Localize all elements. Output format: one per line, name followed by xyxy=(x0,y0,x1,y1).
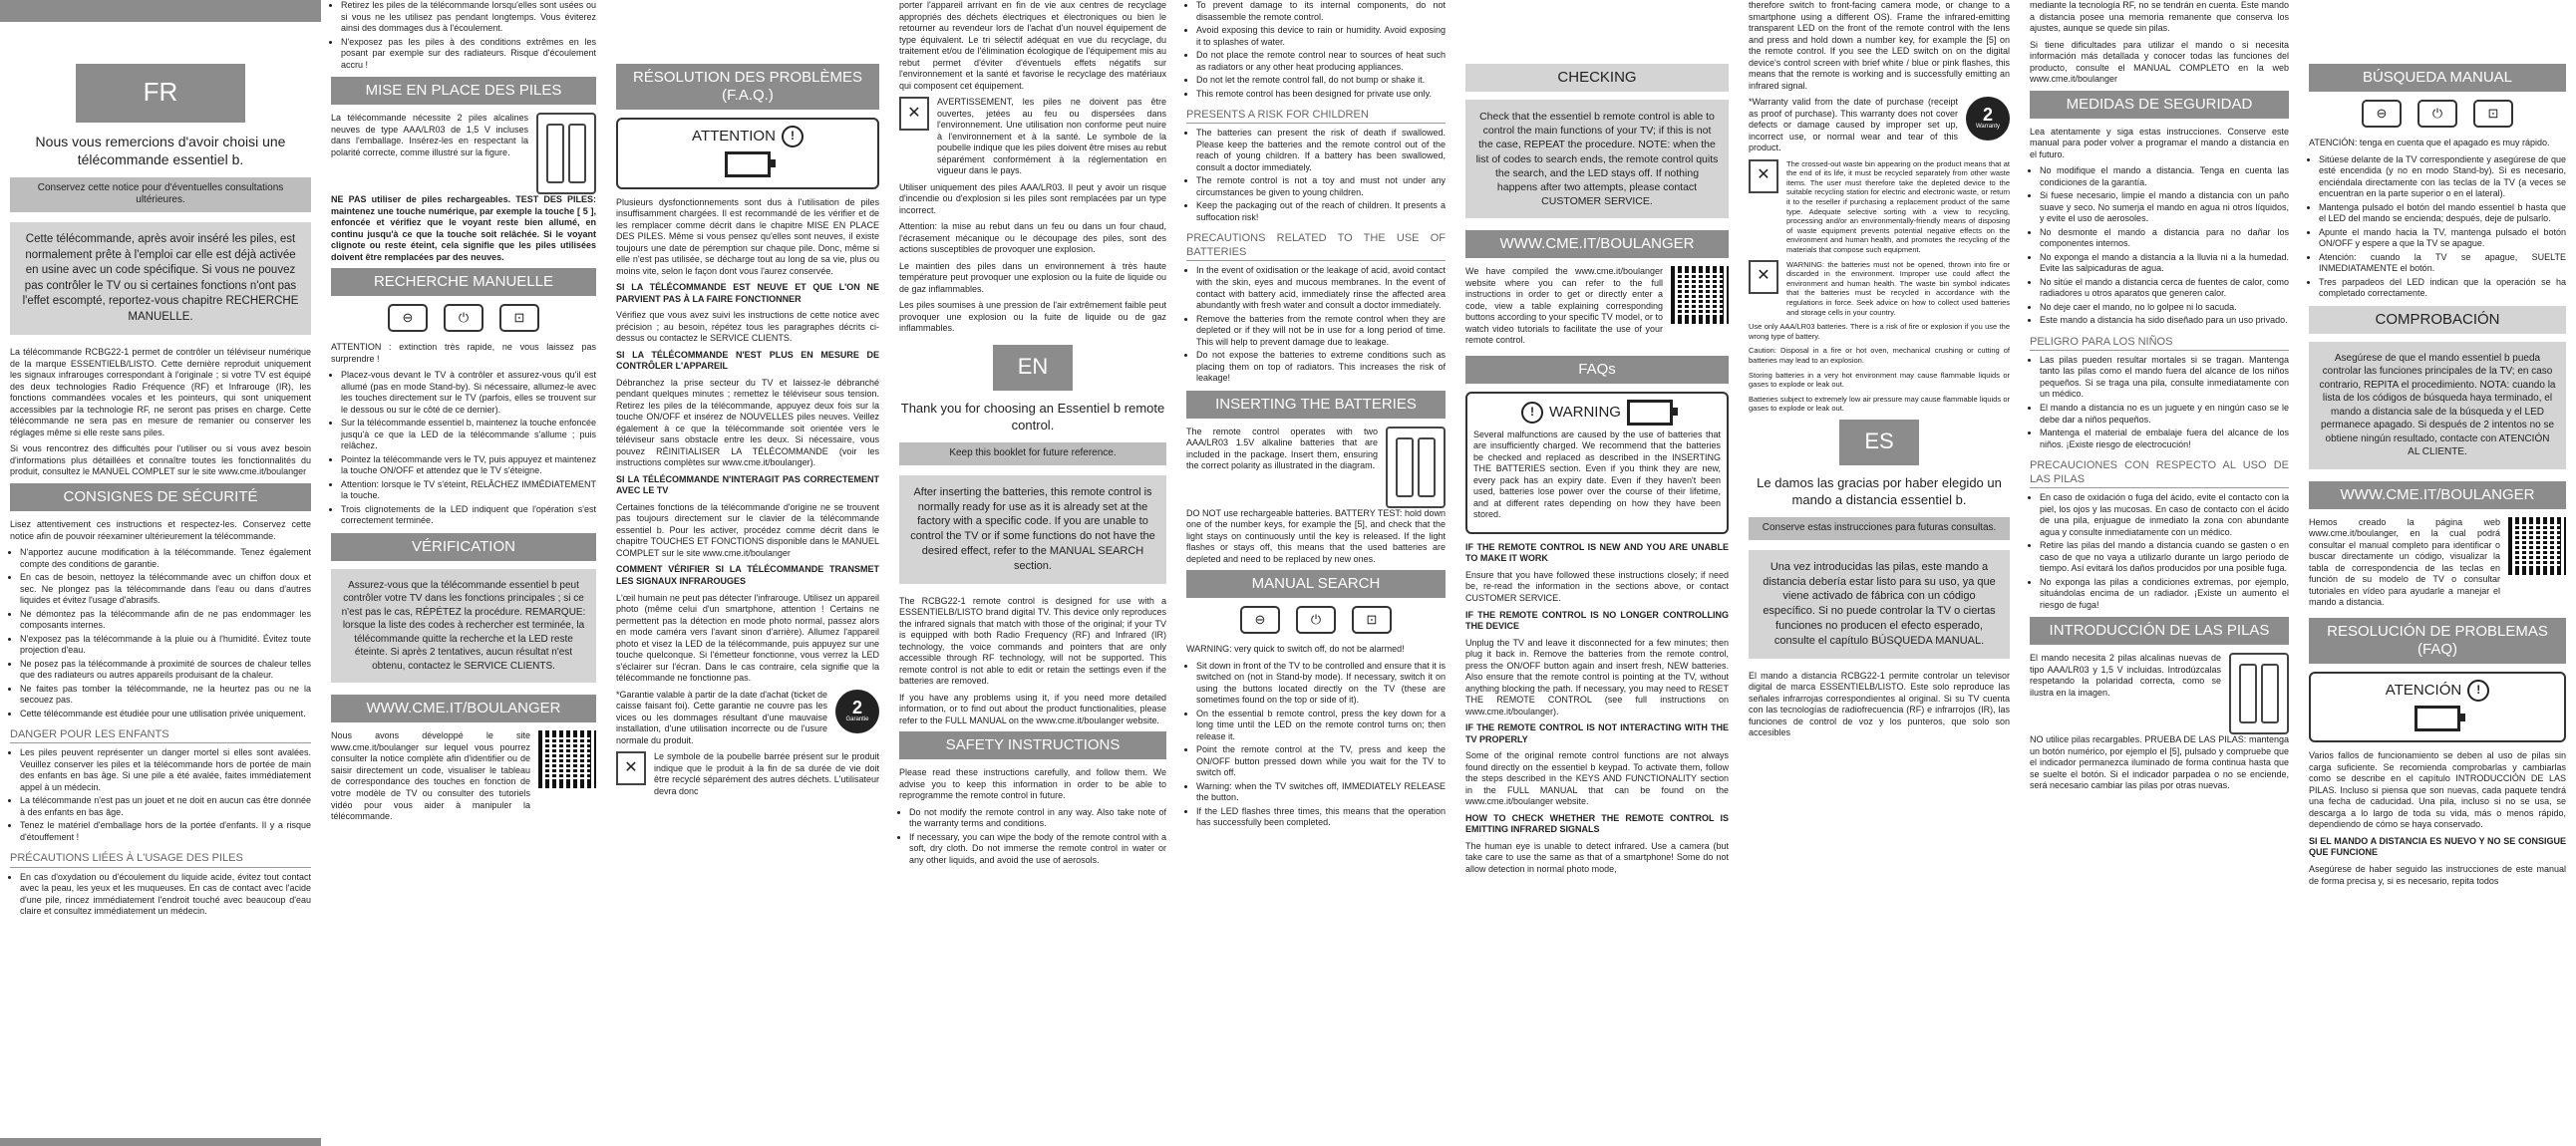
list-item: • No deje caer el mando, no lo golpee ni lo sacuda. xyxy=(2040,302,2289,314)
es-keep-note: Conserve estas instrucciones para futuras consultas. xyxy=(1749,517,2010,540)
en-web-heading: WWW.CME.IT/BOULANGER xyxy=(1465,230,1729,258)
warranty-badge: 2 Garantie xyxy=(835,690,879,733)
list-item: • Sitúese delante de la TV correspondiente y asegúrese de que esté encendida (y no en modo Stand-by). Si es necesario, enciéndala directamente con las teclas de la TV (a veces se encuentran en la parte superior o en el lateral). xyxy=(2319,154,2566,200)
exclamation-icon: ! xyxy=(782,126,804,147)
fr-paragraph: Les piles soumises à une pression de l'air extrêmement faible peut provoquer une explosion ou la fuite de liquide ou de gaz inflammables. xyxy=(899,300,1166,334)
list-item: • Avoid exposing this device to rain or humidity. Avoid exposing it to splashes of water. xyxy=(1196,25,1446,48)
list-item: • Las pilas pueden resultar mortales si se tragan. Mantenga tanto las pilas como el mando fuera del alcance de los niños pequeños. Si se traga una pila, consulte inmediatamente con un médico. xyxy=(2040,355,2289,401)
es-web-text: Hemos creado la página web www.cme.it/boulanger, en la cual podrá consultar el manual completo para identificar o buscar directamente un código, visualizar la tabla de correspondencia de las teclas en función de su modelo de TV o consultar tutoriales en vídeo para ayudarle a manejar el mando a distancia. xyxy=(2309,516,2500,608)
source-key-icon: ⊖ xyxy=(2362,100,2402,128)
battery-compartment-icon xyxy=(536,113,596,194)
list-item: • To prevent damage to its internal components, do not disassemble the remote control. xyxy=(1196,0,1446,23)
list-item: • Remove the batteries from the remote control when they are depleted or if they will not be in use for a long period of time. This will help to prevent damage due to leakage. xyxy=(1196,314,1446,349)
power-key-icon: ⏻ xyxy=(2417,100,2457,128)
en-insert-text: The remote control operates with two AAA/LR03 1.5V alkaline batteries that are included in the package. Insert them, ensuring the correct polarity as illustrated in the diagram. xyxy=(1186,426,1378,471)
fr-faq-q4: COMMENT VÉRIFIER SI LA TÉLÉCOMMANDE TRANSMET LES SIGNAUX INFRAROUGES xyxy=(616,564,879,586)
qr-code xyxy=(1671,266,1729,324)
es-battery-heading: PRECAUCIONES CON RESPECTO AL USO DE LAS PILAS xyxy=(2030,458,2289,488)
en-faq-a4: The human eye is unable to detect infrared. Use a camera (but take care to use the same as that of a smartphone! Some do not allow detection in normal photo mode, xyxy=(1465,840,1729,874)
crossed-bin-icon: ✕ xyxy=(1749,260,1778,294)
zoom-key-icon: ⊡ xyxy=(1352,606,1392,634)
fr-faq-q1: SI LA TÉLÉCOMMANDE EST NEUVE ET QUE L'ON NE PARVIENT PAS À LA FAIRE FONCTIONNER xyxy=(616,282,879,304)
en-paragraph: The RCBG22-1 remote control is designed for use with a ESSENTIELB/LISTO brand digital TV. This device only reproduces the infrared signals that match with those of the original; if your TV is equipped with both Radio Frequency (RF) and Infrared (IR) technology, the voice commands and pointers that are only accessible through RF technology, will not be supported. This remote control is not able to edit or retain the settings even if the batteries are removed. xyxy=(899,595,1166,687)
column-fr-en xyxy=(889,0,1176,1146)
list-item: • Do not modify the remote control in any way. Also take note of the warranty terms and conditions. xyxy=(909,807,1166,830)
warranty-badge: 2 Warranty xyxy=(1966,97,2010,141)
en-faq-a3: Some of the original remote control functions are not always found directly on the essentiel b keypad. To activate them, follow the steps described in the KEYS AND FUNCTIONALITY section in the FULL MANUAL that can be found on the www.cme.it/boulanger website. xyxy=(1465,750,1729,807)
en-warning-text: Several malfunctions are caused by the use of batteries that are insufficiently charged. We recommend that the batteries be checked and replaced as described in the INSERTING THE BATTERIES section. Even if you think they are new, every pack has an expiry date. Even if they haven't been used, batteries lose power over the course of their lifetime, and at different rates depending on how they have been stored. xyxy=(1473,429,1721,520)
en-warning-box xyxy=(1465,392,1729,534)
en-faq-q1: IF THE REMOTE CONTROL IS NEW AND YOU ARE UNABLE TO MAKE IT WORK xyxy=(1465,541,1729,564)
fr-paragraph: Si vous rencontrez des difficultés pour l'utiliser ou si vous avez besoin d'informations plus détaillées et connaître toutes les fonctionnalités du produit, consultez le MANUEL COMPLET sur le site www.cme.it/boulanger xyxy=(10,443,311,477)
en-safety-intro: Please read these instructions carefully, and follow them. We advise you to keep this information in order to be able to reprogramme the remote control in future. xyxy=(899,767,1166,801)
es-paragraph: El mando a distancia RCBG22-1 permite controlar un televisor digital de marca ESSENTIELB/LISTO. Este solo reproduce las señales infrarrojas correspondientes al original. Si su TV cuenta con las tecnologías de radiofrecuencia (RF) e infrarrojos (IR), las funciones de control de voz y los punteros, que solo son accesibles xyxy=(1749,670,2010,738)
en-faq-q2: IF THE REMOTE CONTROL IS NO LONGER CONTROLLING THE DEVICE xyxy=(1465,609,1729,632)
list-item: • Les piles peuvent représenter un danger mortel si elles sont avalées. Veuillez conserver les piles et la télécommande hors de portée de main des enfants en bas âge. Si une pile a été avalée, faites immédiatement appel à un médecin. xyxy=(20,747,311,793)
fr-warranty-block xyxy=(616,690,879,752)
es-paragraph: mediante la tecnología RF, no se tendrán en cuenta. Este mando a distancia posee una memoria remanente que conserva los ajustes, aunque se quede sin pilas. xyxy=(2030,0,2289,34)
es-children-heading: PELIGRO PARA LOS NIÑOS xyxy=(2030,335,2289,351)
en-insert-warning: DO NOT use rechargeable batteries. BATTERY TEST: hold down one of the number keys, for example the [5], and check that the light stays on continuously until the key is released. If the light flashes or stays off, this means that the used batteries are depleted and need to be replaced by new ones. xyxy=(1186,507,1446,564)
list-item: • En cas d'oxydation ou d'écoulement du liquide acide, évitez tout contact avec la peau, les yeux et les muqueuses. En cas de contact avec l'acide d'une pile, rincez immédiatement l'endroit touché avec beaucoup d'eau claire et consultez immédiatement un médecin. xyxy=(20,872,311,918)
list-item: • Mantenga el material de embalaje fuera del alcance de los niños. ¡Existe riesgo de electrocución! xyxy=(2040,428,2289,450)
list-item: • Retirez les piles de la télécommande lorsqu'elles sont usées ou si vous ne les utilisez pas pendant longtemps. Vous éviterez ainsi des dommages dus à l'écoulement. xyxy=(341,0,596,35)
en-intro: Thank you for choosing an Essentiel b remote control. xyxy=(900,401,1165,432)
list-item: • N'exposez pas la télécommande à la pluie ou à l'humidité. Évitez toute projection d'eau. xyxy=(20,634,311,657)
fr-keep-note: Conservez cette notice pour d'éventuelles consultations ultérieures. xyxy=(10,177,311,213)
source-key-icon: ⊖ xyxy=(1240,606,1280,634)
list-item: • Tenez le matériel d'emballage hors de la portée d'enfants. Il y a risque d'étouffement ! xyxy=(20,820,311,843)
fr-paragraph: porter l'appareil arrivant en fin de vie aux centres de recyclage appropriés des déchets électriques et électroniques ou bien le retourner au revendeur lors de l'achat d'un nouvel équipement de type équivalent. Le tri sélectif adéquat en vue du recyclage, du traitement et/ou de l'élimination écologique de l'équipement mis au rebut permet d'éviter d'éventuels effets négatifs sur l'environnement et la santé et favorise le recyclage des matériaux qui composent cet équipement. xyxy=(899,0,1166,91)
column-es-2 xyxy=(2020,0,2299,1146)
attention-label: ATTENTION xyxy=(692,128,776,145)
es-manual-list xyxy=(2309,154,2566,300)
list-item: • Ne posez pas la télécommande à proximité de sources de chaleur telles que des radiateurs ou autres appareils produisant de la chaleur. xyxy=(20,659,311,682)
es-faq-a1: Asegúrese de haber seguido las instrucciones de este manual de forma precisa y, si es necesario, repita todos xyxy=(2309,863,2566,886)
en-children-list xyxy=(1186,128,1446,223)
list-item: • Apunte el mando hacia la TV, mantenga pulsado el botón ON/OFF y espere a que la TV se apague. xyxy=(2319,227,2566,250)
list-item: • Do not expose the batteries to extreme conditions such as placing them on top of radiators. This increases the risk of leakage! xyxy=(1196,350,1446,385)
fr-info-box: Cette télécommande, après avoir inséré les piles, est normalement prête à l'emploi car elle est déjà activée en usine avec un code spécifique. Si vous ne pouvez pas contrôler le TV ou si certaines fonctions n'ont pas l'effet escompté, reportez-vous chapitre RECHERCHE MANUELLE. xyxy=(10,222,311,335)
list-item: • En cas de besoin, nettoyez la télécommande avec un chiffon doux et sec. Ne plongez pas la télécommande dans l'eau ou dans d'autres liquides et évitez l'usage d'abrasifs. xyxy=(20,572,311,607)
en-paragraph: Batteries subject to extremely low air pressure may cause flammable liquids or gases to explode or leak out. xyxy=(1749,394,2010,414)
list-item: • Este mando a distancia ha sido diseñado para un uso privado. xyxy=(2040,315,2289,327)
attention-label: ATENCIÓN xyxy=(2385,682,2462,700)
es-battery-list xyxy=(2030,492,2289,611)
en-battery-recycle-text: WARNING: the batteries must not be opened, thrown into fire or discarded in the environment. Improper use could affect the environment and human health. The waste bin symbol indicates that the batteries must be recycled in accordance with the regulations in force. Seek advice on how to collect used batteries and storage cells in your country. xyxy=(1786,259,2010,317)
list-item: • Placez-vous devant le TV à contrôler et assurez-vous qu'il est allumé (pas en mode Stand-by). Si nécessaire, allumez-le avec les touches directement sur le TV (parfois, elles se trouvent sur le dessous ou sur le côté de ce dernier). xyxy=(341,370,596,416)
fr-faq-q3: SI LA TÉLÉCOMMANDE N'INTERAGIT PAS CORRECTEMENT AVEC LE TV xyxy=(616,473,879,496)
es-check-heading: COMPROBACIÓN xyxy=(2309,306,2566,334)
list-item: • The batteries can present the risk of death if swallowed. Please keep the batteries and the remote control out of the reach of young children. If a battery has been swallowed, consult a doctor immediately. xyxy=(1196,128,1446,173)
column-fr-1 xyxy=(0,0,321,1146)
list-item: • Trois clignotements de la LED indiquent que l'opération s'est correctement terminée. xyxy=(341,504,596,527)
fr-children-list xyxy=(10,747,311,843)
qr-code xyxy=(538,730,596,788)
fr-battery-list xyxy=(10,872,311,918)
fr-paragraph: Utiliser uniquement des piles AAA/LR03. Il peut y avoir un risque d'incendie ou d'explosion si les piles sont remplacées par un type incorrect. xyxy=(899,181,1166,215)
fr-children-heading: DANGER POUR LES ENFANTS xyxy=(10,727,311,743)
es-insert-warning: NO utilice pilas recargables. PRUEBA DE LAS PILAS: mantenga un botón numérico, por ejemplo el [5], pulsado y compruebe que el indicador permanezca iluminado de forma continua hasta que se suelte el botón. Si el indicador parpadea o no se enciende, será necesario cambiar las pilas por otras nuevas. xyxy=(2030,734,2289,791)
fr-paragraph: Le maintien des piles dans un environnement à très haute température peut provoquer une explosion ou la fuite de liquide ou de gaz inflammables. xyxy=(899,260,1166,294)
list-item: • Cette télécommande est étudiée pour une utilisation privée uniquement. xyxy=(20,709,311,720)
fr-insert-heading: MISE EN PLACE DES PILES xyxy=(331,77,596,105)
fr-web-text: Nous avons développé le site www.cme.it/boulanger sur lequel vous pourrez consulter la notice complète afin d'identifier ou de saisir directement un code, visualiser le tableau de correspondance des touches en fonction de votre modèle de TV ou consulter des tutoriels vidéo pour vous aider à manipuler la télécommande. xyxy=(331,730,530,822)
fr-web-heading: WWW.CME.IT/BOULANGER xyxy=(331,695,596,722)
en-manual-note: WARNING: very quick to switch off, do not be alarmed! xyxy=(1186,644,1405,655)
en-safety-heading: SAFETY INSTRUCTIONS xyxy=(899,731,1166,759)
es-faq-heading: RESOLUCIÓN DE PROBLEMAS (FAQ) xyxy=(2309,618,2566,664)
bottom-band xyxy=(0,1138,321,1146)
en-recycle-text: The crossed-out waste bin appearing on the product means that at the end of its life, it must be recycled separately from other waste items. The user must therefore take the depleted device to the suitable recycling station for electric and electronic waste, or return it to the reseller if purchasing a replacement product of the same type. Adequate selective sorting with a view to recycling, processing and/or an environmentally-friendly means of disposing of waste equipment prevents potential negative effects on the environment and human health, and promotes the recycling of the materials that compose such equipment. xyxy=(1786,158,2010,255)
battery-low-icon xyxy=(2415,706,2460,731)
list-item: • No sitúe el mando a distancia cerca de fuentes de calor, como radiadores u otros aparatos que generen calor. xyxy=(2040,277,2289,300)
list-item: • Ne démontez pas la télécommande afin de ne pas endommager les composants internes. xyxy=(20,609,311,632)
fr-intro: Nous vous remercions d'avoir choisi une télécommande essentiel b. xyxy=(35,134,286,168)
list-item: • Pointez la télécommande vers le TV, puis appuyez et maintenez la touche ON/OFF et attendez que le TV s'éteigne. xyxy=(341,454,596,477)
crossed-bin-icon: ✕ xyxy=(899,97,929,131)
list-item: • If the LED flashes three times, this means that the operation has successfully been completed. xyxy=(1196,806,1446,829)
column-en-es xyxy=(1739,0,2020,1146)
crossed-bin-icon: ✕ xyxy=(616,751,646,785)
es-attention-box xyxy=(2309,672,2566,743)
column-en-3 xyxy=(1455,0,1739,1146)
fr-manual-list xyxy=(331,370,596,527)
list-item: • This remote control has been designed for private use only. xyxy=(1196,89,1446,101)
list-item: • Do not let the remote control fall, do not bump or shake it. xyxy=(1196,75,1446,87)
list-item: • Attention: lorsque le TV s'éteint, RELÂCHEZ IMMÉDIATEMENT la touche. xyxy=(341,479,596,502)
list-item: • No modifique el mando a distancia. Tenga en cuenta las condiciones de la garantía. xyxy=(2040,165,2289,188)
list-item: • No desmonte el mando a distancia para no dañar los componentes internos. xyxy=(2040,227,2289,250)
en-paragraph: Use only AAA/LR03 batteries. There is a risk of fire or explosion if you use the wrong type of battery. xyxy=(1749,322,2010,341)
en-faq-q4: HOW TO CHECK WHETHER THE REMOTE CONTROL IS EMITTING INFRARED SIGNALS xyxy=(1465,812,1729,835)
fr-faq-a4: L'œil humain ne peut pas détecter l'infrarouge. Utilisez un appareil photo (même celui d'un smartphone, attention ! Certains ne permettent pas la détection en mode photo normal, passez alors en mode caméra vers l'avant sinon d'arrière). Allumez l'appareil photo et visez la LED de la télécommande, puis appuyez sur une touche quelconque. Si l'émetteur fonctionne, vous verrez la LED s'éclairer sur l'écran. Dans le cas contraire, cela signifie que la télécommande ne fonctionne pas. xyxy=(616,592,879,684)
fr-faq-a2: Débranchez la prise secteur du TV et laissez-le débranché pendant quelques minutes ; remettez le téléviseur sous tension. Retirez les piles de la télécommande, appuyez deux fois sur la touche ON/OFF et insérez de NOUVELLES piles neuves. Veillez également à ce que la télécommande soit orientée vers le téléviseur sans obstacle entre les deux. Si nécessaire, vous pouvez RÉINITIALISER LA TÉLÉCOMMANDE (voir les instructions complètes sur www.cme.it/boulanger). xyxy=(616,377,879,468)
fr-check-heading: VÉRIFICATION xyxy=(331,533,596,561)
es-intro: Le damos las gracias por haber elegido un mando a distancia essentiel b. xyxy=(1757,475,2002,507)
fr-faq-a3: Certaines fonctions de la télécommande d'origine ne se trouvent pas toujours directement sur le clavier de la télécommande essentiel b. Pour les activer, procédez comme décrit dans le chapitre TOUCHES ET FONCTIONS disponible dans le MANUEL COMPLET sur le site www.cme.it/boulanger xyxy=(616,501,879,558)
language-badge-fr: FR xyxy=(76,64,245,123)
en-check-box: Check that the essentiel b remote control is able to control the main functions of your TV; if this is not the case, REPEAT the procedure. NOTE: when the list of codes to search ends, the remote control quits the search, and the LED stays off. If nothing happens after two attempts, please contact CUSTOMER SERVICE. xyxy=(1465,100,1729,218)
language-badge-en: EN xyxy=(993,345,1073,391)
fr-insert-text: La télécommande nécessite 2 piles alcalines neuves de type AAA/LR03 de 1,5 V incluses dans l'emballage. Insérez-les en respectant la polarité correcte, comme illustré sur la figure. xyxy=(331,113,528,157)
es-insert-text: El mando necesita 2 pilas alcalinas nuevas de tipo AAA/LR03 y 1,5 V incluidas. Introdúzcalas respetando la polaridad correcta, como se ilustra en la imagen. xyxy=(2030,653,2221,698)
column-fr-3 xyxy=(606,0,889,1146)
en-paragraph: Caution: Disposal in a fire or hot oven, mechanical crushing or cutting of batteries may lead to an explosion. xyxy=(1749,346,2010,365)
es-manual-note: ATENCIÓN: tenga en cuenta que el apagado es muy rápido. xyxy=(2309,138,2550,147)
es-insert-heading: INTRODUCCIÓN DE LAS PILAS xyxy=(2030,617,2289,645)
fr-attention-box xyxy=(616,118,879,189)
en-check-heading: CHECKING xyxy=(1465,64,1729,92)
list-item: • Mantenga pulsado el botón del mando essentiel b hasta que el LED del mando se encienda; después, deje de pulsarlo. xyxy=(2319,202,2566,225)
en-faq-q3: IF THE REMOTE CONTROL IS NOT INTERACTING WITH THE TV PROPERLY xyxy=(1465,722,1729,744)
fr-paragraph: Attention: la mise au rebut dans un feu ou dans un four chaud, l'écrasement mécanique ou le découpage des piles, sont des actions susceptibles de provoquer une explosion. xyxy=(899,221,1166,255)
list-item: • N'apportez aucune modification à la télécommande. Tenez également compte des conditions de garantie. xyxy=(20,547,311,570)
battery-compartment-icon xyxy=(2229,653,2289,734)
en-battery-heading: PRECAUTIONS RELATED TO THE USE OF BATTERIES xyxy=(1186,231,1446,261)
exclamation-icon: ! xyxy=(2467,680,2489,702)
column-en-2 xyxy=(1176,0,1455,1146)
fr-web-block xyxy=(331,730,596,827)
es-attention-text: Varios fallos de funcionamiento se deben al uso de pilas sin carga suficiente. Se recomienda comprobarlas y cambiarlas como se describe en el capítulo INTRODUCCIÓN DE LAS PILAS. Incluso si piensa que son nuevas, cada paquete tendrá una fecha de caducidad. Una pila, incluso si no se usa, se descarga a lo largo de toda su vida, más o menos rápido, dependiendo de cómo se haya conservado. xyxy=(2309,750,2566,830)
fr-insert-warning: NE PAS utiliser de piles rechargeables. TEST DES PILES: maintenez une touche numérique, par exemple la touche [ 5 ], enfoncée et vérifiez que le voyant reste bien allumé, en continu jusqu'à ce que la touche soit relâchée. Si le voyant clignote ou reste éteint, cela signifie que les piles utilisées doivent être remplacées par des neuves. xyxy=(331,194,596,262)
list-item: • Ne faites pas tomber la télécommande, ne la heurtez pas ou ne la secouez pas. xyxy=(20,684,311,707)
list-item: • Si fuese necesario, limpie el mando a distancia con un paño suave y seco. No sumerja el mando en agua ni otros líquidos, y evite el uso de aerosoles. xyxy=(2040,190,2289,225)
list-item: • The remote control is not a toy and must not under any circumstances be given to young children. xyxy=(1196,175,1446,198)
zoom-key-icon: ⊡ xyxy=(499,304,539,332)
list-item: • Sur la télécommande essentiel b, maintenez la touche enfoncée jusqu'à ce que la LED de la télécommande s'allume ; puis relâchez. xyxy=(341,418,596,452)
fr-faq-q2: SI LA TÉLÉCOMMANDE N'EST PLUS EN MESURE DE CONTRÔLER L'APPAREIL xyxy=(616,349,879,372)
list-item: • In the event of oxidisation or the leakage of acid, avoid contact with the skin, eyes and mucous membranes. In the event of contact with battery acid, immediately rinse the affected area abundantly with fresh water and consult a doctor immediately. xyxy=(1196,265,1446,311)
en-safety-list-cont xyxy=(1186,0,1446,100)
list-item: • Point the remote control at the TV, press and keep the ON/OFF button pressed down while you wait for the TV to switch off. xyxy=(1196,744,1446,779)
en-faq-a1: Ensure that you have followed these instructions closely; if need be, re-read the information in the sections above, or contact CUSTOMER SERVICE. xyxy=(1465,569,1729,603)
column-fr-2 xyxy=(321,0,606,1146)
en-manual-heading: MANUAL SEARCH xyxy=(1186,570,1446,598)
es-safety-intro: Lea atentamente y siga estas instrucciones. Conserve este manual para poder volver a programar el mando a distancia en el futuro. xyxy=(2030,126,2289,159)
en-info-box: After inserting the batteries, this remote control is normally ready for use as it is already set at the factory with a specific code. If you are unable to control the TV or if some functions do not have the desired effect, refer to the MANUAL SEARCH section. xyxy=(899,475,1166,584)
en-manual-list xyxy=(1186,661,1446,829)
list-item: • Atención: cuando la TV se apague, SUELTE INMEDIATAMENTE el botón. xyxy=(2319,252,2566,275)
language-badge-es: ES xyxy=(1839,420,1919,465)
en-children-heading: PRESENTS A RISK FOR CHILDREN xyxy=(1186,108,1446,124)
qr-code xyxy=(2508,517,2566,575)
en-battery-list xyxy=(1186,265,1446,384)
en-faq-heading: FAQs xyxy=(1465,356,1729,384)
fr-check-box: Assurez-vous que la télécommande essentiel b peut contrôler votre TV dans les fonctions principales ; si ce n'est pas le cas, RÉPÉTEZ la procédure. REMARQUE: lorsque la liste des codes à rechercher est terminée, la télécommande quitte la recherche et la LED reste éteinte. Si après 2 tentatives, aucun résultat n'est obtenu, contactez le SERVICE CLIENTS. xyxy=(331,569,596,684)
en-paragraph: therefore switch to front-facing camera mode, or change to a smartphone using a different OS). Frame the infrared-emitting transparent LED on the front of the remote control with the lens and press and hold down a number key, for example the [5] on the remote control. If you see the LED switch on on the digital device's control screen with brief white / blue or pink flashes, this means that the remote is working and is successfully emitting an infrared signal. xyxy=(1749,0,2010,91)
list-item: • No exponga las pilas a condiciones extremas, por ejemplo, situándolas encima de un radiador. ¡Existe un aumento el riesgo de fuga! xyxy=(2040,577,2289,612)
fr-safety-heading: CONSIGNES DE SÉCURITÉ xyxy=(10,483,311,511)
exclamation-icon: ! xyxy=(1521,402,1543,424)
en-paragraph: If you have any problems using it, if you need more detailed information, or to find out about the product functionalities, please refer to the FULL MANUAL on the www.cme.it/boulanger website. xyxy=(899,692,1166,725)
fr-recycle-block xyxy=(616,751,879,802)
list-item: • On the essential b remote control, press the key down for a long time until the LED on the remote control turns on; then release it. xyxy=(1196,709,1446,743)
fr-paragraph: La télécommande RCBG22-1 permet de contrôler un téléviseur numérique de la marque ESSENTIELB/LISTO. Cette dernière reproduit uniquement les signaux infrarouges correspondant à l'originale ; si votre TV est équipé des deux technologies Radio Fréquence (RF) et Infrarouge (IR), les fonctions commandées vocales et les pointeurs, qui sont uniquement accessibles par la technologie RF, ne seront pas prises en charge. Cette télécommande ne sera pas en mesure de remanier ou conserver les réglages même si elle reste sans piles. xyxy=(10,347,311,437)
es-check-box: Asegúrese de que el mando essentiel b pueda controlar las funciones principales de la TV; en caso contrario, REPITA el procedimiento. NOTA: cuando la lista de los códigos de búsqueda haya terminado, el mando a distancia sale de la búsqueda y el LED permanece apagado. Si después de 2 intentos no se obtiene ningún resultado, contacte con ATENCIÓN AL CLIENTE. xyxy=(2309,342,2566,469)
fr-faq-a1: Vérifiez que vous avez suivi les instructions de cette notice avec précision ; au besoin, répétez tous les paragraphes décrits ci-dessus ou contactez le SERVICE CLIENTS. xyxy=(616,310,879,344)
column-es-3 xyxy=(2299,0,2576,1146)
fr-faq-heading: RÉSOLUTION DES PROBLÈMES (F.A.Q.) xyxy=(616,64,879,110)
battery-low-icon xyxy=(1627,400,1673,426)
list-item: • Retire las pilas del mando a distancia cuando se gasten o en caso de que no vaya a utilizarlo durante un largo periodo de tiempo. Así evitará los daños producidos por una posible fuga. xyxy=(2040,540,2289,575)
fr-manual-note: ATTENTION : extinction très rapide, ne vous laissez pas surprendre ! xyxy=(331,342,596,364)
en-web-text: We have compiled the www.cme.it/boulanger website where you can refer to the full instructions in order to get or directly enter a code, view a table explaining corresponding buttons according to your specific TV model, or to watch video tutorials to facilitate the use of your remote control. xyxy=(1465,266,1663,346)
fr-safety-list xyxy=(10,547,311,719)
list-item: • El mando a distancia no es un juguete y en ningún caso se le debe dar a niños pequeños. xyxy=(2040,403,2289,426)
es-manual-heading: BÚSQUEDA MANUAL xyxy=(2309,64,2566,92)
en-faq-a2: Unplug the TV and leave it disconnected for a few minutes; then plug it back in. Remove the batteries from the remote control, press the ON/OFF button again and insert fresh, NEW batteries. Also ensure that the remote control is pointing at the TV, without anything blocking the path. If necessary, you may need to RESET THE REMOTE CONTROL (see full instructions on www.cme.it/boulanger). xyxy=(1465,637,1729,716)
list-item: • La télécommande n'est pas un jouet et ne doit en aucun cas être donnée à des enfants en bas âge. xyxy=(20,795,311,818)
fr-insert-block xyxy=(331,113,596,194)
list-item: • En caso de oxidación o fuga del ácido, evite el contacto con la piel, los ojos y las mucosas. En caso de contacto con el ácido de una pila, enjuague de inmediato la zona con abundante agua y consulte inmediatamente con un médico. xyxy=(2040,492,2289,538)
key-icons xyxy=(331,304,596,332)
list-item: • Do not place the remote control near to sources of heat such as radiators or any other heat producing appliances. xyxy=(1196,50,1446,73)
fr-battery-list-cont xyxy=(331,0,596,71)
list-item: • Tres parpadeos del LED indican que la operación se ha completado correctamente. xyxy=(2319,277,2566,300)
es-faq-q1: SI EL MANDO A DISTANCIA ES NUEVO Y NO SE CONSIGUE QUE FUNCIONE xyxy=(2309,835,2566,858)
battery-compartment-icon xyxy=(1386,427,1446,508)
power-key-icon: ⏻ xyxy=(1296,606,1336,634)
list-item: • Keep the packaging out of the reach of children. It presents a suffocation risk! xyxy=(1196,200,1446,223)
crossed-bin-icon: ✕ xyxy=(1749,159,1778,193)
list-item: • Warning: when the TV switches off, IMMEDIATELY RELEASE the button. xyxy=(1196,781,1446,804)
fr-battery-warning: AVERTISSEMENT, les piles ne doivent pas être ouvertes, jetées au feu ou dispersées dans l'environnement. Une utilisation non conforme peut nuire à l'environnement et à la santé. Le symbole de la poubelle indique que les piles doivent être mises au rebut séparément conformément à la réglementation en vigueur dans le pays. xyxy=(937,97,1166,176)
en-safety-list xyxy=(899,807,1166,867)
en-warranty-text: *Warranty valid from the date of purchase (receipt as proof of purchase). This warranty does not cover defects or damage caused by improper set up, incorrect use, or normal wear and tear of this product. xyxy=(1749,97,1958,153)
list-item: • If necessary, you can wipe the body of the remote control with a soft, dry cloth. Do not immerse the remote control in water or any other liquids, and avoid the use of aerosols. xyxy=(909,832,1166,867)
fr-safety-intro: Lisez attentivement ces instructions et respectez-les. Conservez cette notice afin de pouvoir réexaminer ultérieurement la télécommande. xyxy=(10,519,311,541)
en-keep-note: Keep this booklet for future reference. xyxy=(899,442,1166,465)
list-item: • No exponga el mando a distancia a la lluvia ni a la humedad. Evite las salpicaduras de agua. xyxy=(2040,252,2289,275)
warning-label: WARNING xyxy=(1549,404,1621,422)
zoom-key-icon: ⊡ xyxy=(2473,100,2513,128)
en-paragraph: Storing batteries in a very hot environment may cause flammable liquids or gases to explode or leak out. xyxy=(1749,370,2010,390)
fr-warranty-text: *Garantie valable à partir de la date d'achat (ticket de caisse faisant foi). Cette garantie ne couvre pas les vices ou les dommages résultant d'une mauvaise installation, d'une utilisation incorrecte ou de l'usure normale du produit. xyxy=(616,689,827,745)
power-key-icon: ⏻ xyxy=(444,304,483,332)
es-web-heading: WWW.CME.IT/BOULANGER xyxy=(2309,481,2566,509)
battery-low-icon xyxy=(725,151,771,177)
en-insert-heading: INSERTING THE BATTERIES xyxy=(1186,391,1446,419)
es-children-list xyxy=(2030,355,2289,450)
list-item: • Sit down in front of the TV to be controlled and ensure that it is switched on (not in Stand-by mode). If necessary, switch it on using the buttons located directly on the TV (these are sometimes found on the top or side of it). xyxy=(1196,661,1446,707)
fr-manual-heading: RECHERCHE MANUELLE xyxy=(331,268,596,296)
es-info-box: Una vez introducidas las pilas, este mando a distancia debería estar listo para su uso, ya que viene activado de fábrica con un código específico. Si no puede controlar la TV o ciertas funciones no producen el efecto esperado, consulte el capítulo BÚSQUEDA MANUAL. xyxy=(1749,550,2010,659)
es-paragraph: Si tiene dificultades para utilizar el mando o si necesita información más detallada y conocer todas las funciones del producto, consulte el MANUAL COMPLETO en la web www.cme.it/boulanger xyxy=(2030,39,2289,85)
list-item: • N'exposez pas les piles à des conditions extrêmes en les posant par exemple sur des radiateurs. Risque d'écoulement accru ! xyxy=(341,37,596,72)
fr-attention-text: Plusieurs dysfonctionnements sont dus à l'utilisation de piles insuffisamment chargées. Il est recommandé de les vérifier et de les remplacer comme décrit dans le chapitre MISE EN PLACE DES PILES. Même si vous pensez qu'elles sont neuves, il existe toujours une date de péremption sur chaque pile. Donc, même si elle n'est pas utilisée, se décharge tout au long de sa vie, plus ou moins vite, selon le façon dont vous l'aurez conservée. xyxy=(616,196,879,276)
fr-battery-heading: PRÉCAUTIONS LIÉES À L'USAGE DES PILES xyxy=(10,851,311,867)
es-safety-heading: MEDIDAS DE SEGURIDAD xyxy=(2030,91,2289,119)
source-key-icon: ⊖ xyxy=(388,304,428,332)
es-safety-list xyxy=(2030,165,2289,327)
fr-recycle-text: Le symbole de la poubelle barrée présent sur le produit indique que le produit à la fin de sa durée de vie doit être recyclé séparément des autres déchets. L'utilisateur devra donc xyxy=(654,751,879,796)
